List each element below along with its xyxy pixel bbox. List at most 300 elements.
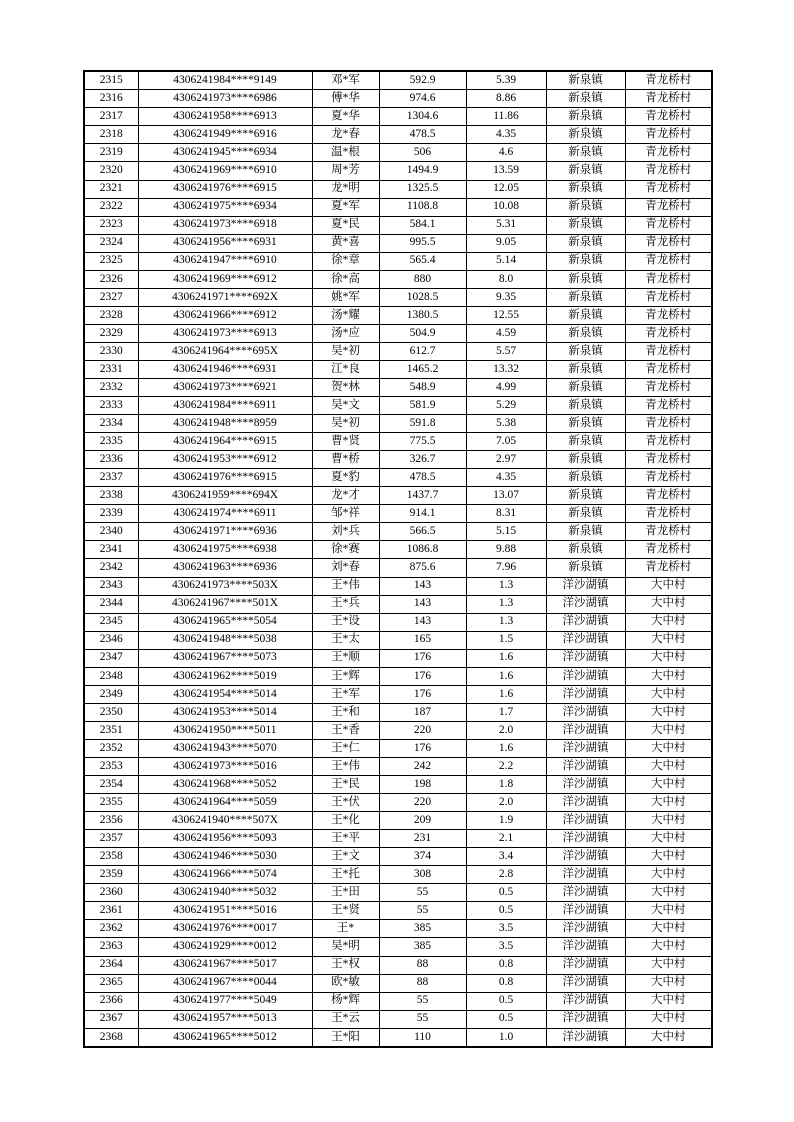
table-row bbox=[84, 90, 712, 108]
town-cell: 洋沙湖镇 bbox=[546, 667, 625, 685]
village-cell: 大中村 bbox=[625, 631, 712, 649]
town-cell: 新泉镇 bbox=[546, 234, 625, 252]
amount-cell: 165 bbox=[379, 631, 466, 649]
town-cell: 洋沙湖镇 bbox=[546, 595, 625, 613]
table-row bbox=[84, 379, 712, 397]
id-number-cell: 4306241946****5030 bbox=[138, 848, 312, 866]
rate-cell: 5.57 bbox=[466, 342, 546, 360]
town-cell: 新泉镇 bbox=[546, 252, 625, 270]
amount-cell: 231 bbox=[379, 830, 466, 848]
town-cell: 洋沙湖镇 bbox=[546, 685, 625, 703]
amount-cell: 374 bbox=[379, 848, 466, 866]
row-number-cell: 2321 bbox=[84, 180, 138, 198]
village-cell: 大中村 bbox=[625, 721, 712, 739]
amount-cell: 875.6 bbox=[379, 559, 466, 577]
row-number-cell: 2347 bbox=[84, 649, 138, 667]
village-cell: 青龙桥村 bbox=[625, 379, 712, 397]
town-cell: 新泉镇 bbox=[546, 415, 625, 433]
row-number-cell: 2339 bbox=[84, 505, 138, 523]
town-cell: 洋沙湖镇 bbox=[546, 794, 625, 812]
row-number-cell: 2367 bbox=[84, 1010, 138, 1028]
town-cell: 洋沙湖镇 bbox=[546, 577, 625, 595]
rate-cell: 1.6 bbox=[466, 685, 546, 703]
id-number-cell: 4306241957****5013 bbox=[138, 1010, 312, 1028]
rate-cell: 2.2 bbox=[466, 758, 546, 776]
name-cell: 刘*春 bbox=[312, 559, 379, 577]
row-number-cell: 2368 bbox=[84, 1028, 138, 1047]
id-number-cell: 4306241975****6934 bbox=[138, 198, 312, 216]
amount-cell: 506 bbox=[379, 144, 466, 162]
rate-cell: 1.6 bbox=[466, 667, 546, 685]
village-cell: 青龙桥村 bbox=[625, 288, 712, 306]
village-cell: 青龙桥村 bbox=[625, 505, 712, 523]
town-cell: 洋沙湖镇 bbox=[546, 830, 625, 848]
row-number-cell: 2325 bbox=[84, 252, 138, 270]
rate-cell: 0.5 bbox=[466, 884, 546, 902]
id-number-cell: 4306241963****6936 bbox=[138, 559, 312, 577]
row-number-cell: 2326 bbox=[84, 270, 138, 288]
table-row bbox=[84, 541, 712, 559]
town-cell: 新泉镇 bbox=[546, 397, 625, 415]
town-cell: 洋沙湖镇 bbox=[546, 956, 625, 974]
table-row bbox=[84, 216, 712, 234]
rate-cell: 1.8 bbox=[466, 776, 546, 794]
id-number-cell: 4306241949****6916 bbox=[138, 126, 312, 144]
village-cell: 青龙桥村 bbox=[625, 433, 712, 451]
town-cell: 洋沙湖镇 bbox=[546, 1028, 625, 1047]
table-row bbox=[84, 685, 712, 703]
name-cell: 徐*高 bbox=[312, 270, 379, 288]
village-cell: 青龙桥村 bbox=[625, 180, 712, 198]
id-number-cell: 4306241984****9149 bbox=[138, 71, 312, 90]
town-cell: 新泉镇 bbox=[546, 559, 625, 577]
amount-cell: 143 bbox=[379, 595, 466, 613]
village-cell: 大中村 bbox=[625, 884, 712, 902]
name-cell: 王*兵 bbox=[312, 595, 379, 613]
amount-cell: 326.7 bbox=[379, 451, 466, 469]
amount-cell: 198 bbox=[379, 776, 466, 794]
row-number-cell: 2333 bbox=[84, 397, 138, 415]
table-row bbox=[84, 667, 712, 685]
rate-cell: 4.35 bbox=[466, 126, 546, 144]
rate-cell: 4.6 bbox=[466, 144, 546, 162]
id-number-cell: 4306241966****6912 bbox=[138, 306, 312, 324]
village-cell: 青龙桥村 bbox=[625, 469, 712, 487]
town-cell: 洋沙湖镇 bbox=[546, 938, 625, 956]
name-cell: 曹*贤 bbox=[312, 433, 379, 451]
village-cell: 青龙桥村 bbox=[625, 324, 712, 342]
amount-cell: 478.5 bbox=[379, 126, 466, 144]
row-number-cell: 2366 bbox=[84, 992, 138, 1010]
rate-cell: 5.38 bbox=[466, 415, 546, 433]
rate-cell: 1.0 bbox=[466, 1028, 546, 1047]
village-cell: 大中村 bbox=[625, 739, 712, 757]
village-cell: 青龙桥村 bbox=[625, 198, 712, 216]
amount-cell: 55 bbox=[379, 884, 466, 902]
rate-cell: 2.8 bbox=[466, 866, 546, 884]
name-cell: 吴*文 bbox=[312, 397, 379, 415]
rate-cell: 3.5 bbox=[466, 920, 546, 938]
records-table bbox=[83, 70, 713, 1048]
town-cell: 洋沙湖镇 bbox=[546, 902, 625, 920]
row-number-cell: 2344 bbox=[84, 595, 138, 613]
row-number-cell: 2350 bbox=[84, 703, 138, 721]
amount-cell: 1437.7 bbox=[379, 487, 466, 505]
name-cell: 王*伟 bbox=[312, 577, 379, 595]
rate-cell: 7.96 bbox=[466, 559, 546, 577]
name-cell: 王*阳 bbox=[312, 1028, 379, 1047]
table-row bbox=[84, 830, 712, 848]
rate-cell: 4.35 bbox=[466, 469, 546, 487]
rate-cell: 1.3 bbox=[466, 595, 546, 613]
row-number-cell: 2316 bbox=[84, 90, 138, 108]
rate-cell: 12.55 bbox=[466, 306, 546, 324]
village-cell: 青龙桥村 bbox=[625, 541, 712, 559]
name-cell: 王*化 bbox=[312, 812, 379, 830]
village-cell: 大中村 bbox=[625, 1010, 712, 1028]
row-number-cell: 2332 bbox=[84, 379, 138, 397]
village-cell: 大中村 bbox=[625, 776, 712, 794]
id-number-cell: 4306241956****6931 bbox=[138, 234, 312, 252]
amount-cell: 1028.5 bbox=[379, 288, 466, 306]
name-cell: 汤*耀 bbox=[312, 306, 379, 324]
village-cell: 大中村 bbox=[625, 685, 712, 703]
name-cell: 王* bbox=[312, 920, 379, 938]
village-cell: 青龙桥村 bbox=[625, 306, 712, 324]
name-cell: 王*设 bbox=[312, 613, 379, 631]
rate-cell: 8.31 bbox=[466, 505, 546, 523]
table-row bbox=[84, 721, 712, 739]
village-cell: 大中村 bbox=[625, 758, 712, 776]
rate-cell: 0.8 bbox=[466, 956, 546, 974]
name-cell: 欧*敏 bbox=[312, 974, 379, 992]
name-cell: 王*顺 bbox=[312, 649, 379, 667]
name-cell: 龙*才 bbox=[312, 487, 379, 505]
amount-cell: 187 bbox=[379, 703, 466, 721]
table-row bbox=[84, 433, 712, 451]
village-cell: 大中村 bbox=[625, 902, 712, 920]
id-number-cell: 4306241953****5014 bbox=[138, 703, 312, 721]
rate-cell: 3.5 bbox=[466, 938, 546, 956]
id-number-cell: 4306241974****6911 bbox=[138, 505, 312, 523]
id-number-cell: 4306241966****5074 bbox=[138, 866, 312, 884]
name-cell: 王*辉 bbox=[312, 667, 379, 685]
rate-cell: 4.59 bbox=[466, 324, 546, 342]
rate-cell: 1.3 bbox=[466, 613, 546, 631]
table-row bbox=[84, 794, 712, 812]
village-cell: 青龙桥村 bbox=[625, 342, 712, 360]
name-cell: 夏*军 bbox=[312, 198, 379, 216]
rate-cell: 2.0 bbox=[466, 794, 546, 812]
id-number-cell: 4306241945****6934 bbox=[138, 144, 312, 162]
town-cell: 洋沙湖镇 bbox=[546, 703, 625, 721]
name-cell: 龙*明 bbox=[312, 180, 379, 198]
rate-cell: 8.86 bbox=[466, 90, 546, 108]
table-row bbox=[84, 776, 712, 794]
name-cell: 夏*华 bbox=[312, 108, 379, 126]
table-row bbox=[84, 631, 712, 649]
row-number-cell: 2336 bbox=[84, 451, 138, 469]
amount-cell: 592.9 bbox=[379, 71, 466, 90]
village-cell: 大中村 bbox=[625, 794, 712, 812]
id-number-cell: 4306241946****6931 bbox=[138, 360, 312, 378]
rate-cell: 13.07 bbox=[466, 487, 546, 505]
id-number-cell: 4306241947****6910 bbox=[138, 252, 312, 270]
village-cell: 青龙桥村 bbox=[625, 108, 712, 126]
village-cell: 青龙桥村 bbox=[625, 252, 712, 270]
amount-cell: 1465.2 bbox=[379, 360, 466, 378]
name-cell: 王*伟 bbox=[312, 758, 379, 776]
id-number-cell: 4306241973****5016 bbox=[138, 758, 312, 776]
table-row bbox=[84, 469, 712, 487]
table-row bbox=[84, 126, 712, 144]
rate-cell: 8.0 bbox=[466, 270, 546, 288]
table-row bbox=[84, 902, 712, 920]
id-number-cell: 4306241954****5014 bbox=[138, 685, 312, 703]
amount-cell: 880 bbox=[379, 270, 466, 288]
village-cell: 青龙桥村 bbox=[625, 415, 712, 433]
town-cell: 新泉镇 bbox=[546, 451, 625, 469]
village-cell: 大中村 bbox=[625, 812, 712, 830]
town-cell: 洋沙湖镇 bbox=[546, 812, 625, 830]
town-cell: 洋沙湖镇 bbox=[546, 739, 625, 757]
table-row bbox=[84, 559, 712, 577]
village-cell: 青龙桥村 bbox=[625, 360, 712, 378]
table-row bbox=[84, 866, 712, 884]
name-cell: 傅*华 bbox=[312, 90, 379, 108]
row-number-cell: 2360 bbox=[84, 884, 138, 902]
amount-cell: 504.9 bbox=[379, 324, 466, 342]
town-cell: 洋沙湖镇 bbox=[546, 992, 625, 1010]
table-row bbox=[84, 577, 712, 595]
amount-cell: 209 bbox=[379, 812, 466, 830]
amount-cell: 88 bbox=[379, 956, 466, 974]
row-number-cell: 2358 bbox=[84, 848, 138, 866]
town-cell: 洋沙湖镇 bbox=[546, 884, 625, 902]
village-cell: 青龙桥村 bbox=[625, 487, 712, 505]
id-number-cell: 4306241929****0012 bbox=[138, 938, 312, 956]
town-cell: 洋沙湖镇 bbox=[546, 866, 625, 884]
row-number-cell: 2364 bbox=[84, 956, 138, 974]
amount-cell: 995.5 bbox=[379, 234, 466, 252]
village-cell: 青龙桥村 bbox=[625, 216, 712, 234]
name-cell: 王*仁 bbox=[312, 739, 379, 757]
town-cell: 新泉镇 bbox=[546, 71, 625, 90]
row-number-cell: 2320 bbox=[84, 162, 138, 180]
row-number-cell: 2353 bbox=[84, 758, 138, 776]
id-number-cell: 4306241953****6912 bbox=[138, 451, 312, 469]
town-cell: 新泉镇 bbox=[546, 433, 625, 451]
name-cell: 王*太 bbox=[312, 631, 379, 649]
table-row bbox=[84, 974, 712, 992]
table-row bbox=[84, 108, 712, 126]
row-number-cell: 2335 bbox=[84, 433, 138, 451]
name-cell: 王*权 bbox=[312, 956, 379, 974]
amount-cell: 220 bbox=[379, 721, 466, 739]
name-cell: 江*良 bbox=[312, 360, 379, 378]
amount-cell: 176 bbox=[379, 649, 466, 667]
name-cell: 曹*桥 bbox=[312, 451, 379, 469]
town-cell: 洋沙湖镇 bbox=[546, 974, 625, 992]
town-cell: 新泉镇 bbox=[546, 360, 625, 378]
rate-cell: 3.4 bbox=[466, 848, 546, 866]
village-cell: 青龙桥村 bbox=[625, 451, 712, 469]
name-cell: 姚*军 bbox=[312, 288, 379, 306]
rate-cell: 1.6 bbox=[466, 649, 546, 667]
name-cell: 夏*民 bbox=[312, 216, 379, 234]
amount-cell: 1108.8 bbox=[379, 198, 466, 216]
table-row bbox=[84, 306, 712, 324]
amount-cell: 55 bbox=[379, 992, 466, 1010]
amount-cell: 110 bbox=[379, 1028, 466, 1047]
id-number-cell: 4306241969****6910 bbox=[138, 162, 312, 180]
id-number-cell: 4306241973****6986 bbox=[138, 90, 312, 108]
amount-cell: 566.5 bbox=[379, 523, 466, 541]
id-number-cell: 4306241965****5012 bbox=[138, 1028, 312, 1047]
table-row bbox=[84, 198, 712, 216]
table-row bbox=[84, 992, 712, 1010]
id-number-cell: 4306241959****694X bbox=[138, 487, 312, 505]
name-cell: 王*民 bbox=[312, 776, 379, 794]
table-row bbox=[84, 162, 712, 180]
name-cell: 吴*初 bbox=[312, 415, 379, 433]
amount-cell: 1325.5 bbox=[379, 180, 466, 198]
table-row bbox=[84, 956, 712, 974]
amount-cell: 176 bbox=[379, 667, 466, 685]
table-row bbox=[84, 397, 712, 415]
village-cell: 青龙桥村 bbox=[625, 126, 712, 144]
row-number-cell: 2322 bbox=[84, 198, 138, 216]
table-row bbox=[84, 739, 712, 757]
row-number-cell: 2327 bbox=[84, 288, 138, 306]
village-cell: 青龙桥村 bbox=[625, 90, 712, 108]
id-number-cell: 4306241956****5093 bbox=[138, 830, 312, 848]
name-cell: 汤*应 bbox=[312, 324, 379, 342]
rate-cell: 2.0 bbox=[466, 721, 546, 739]
amount-cell: 220 bbox=[379, 794, 466, 812]
id-number-cell: 4306241967****5017 bbox=[138, 956, 312, 974]
row-number-cell: 2341 bbox=[84, 541, 138, 559]
amount-cell: 974.6 bbox=[379, 90, 466, 108]
village-cell: 大中村 bbox=[625, 649, 712, 667]
village-cell: 大中村 bbox=[625, 848, 712, 866]
town-cell: 新泉镇 bbox=[546, 342, 625, 360]
name-cell: 夏*豹 bbox=[312, 469, 379, 487]
table-row bbox=[84, 523, 712, 541]
amount-cell: 143 bbox=[379, 613, 466, 631]
table-row bbox=[84, 234, 712, 252]
table-row bbox=[84, 360, 712, 378]
id-number-cell: 4306241984****6911 bbox=[138, 397, 312, 415]
id-number-cell: 4306241975****6938 bbox=[138, 541, 312, 559]
name-cell: 王*香 bbox=[312, 721, 379, 739]
id-number-cell: 4306241971****6936 bbox=[138, 523, 312, 541]
row-number-cell: 2356 bbox=[84, 812, 138, 830]
town-cell: 洋沙湖镇 bbox=[546, 776, 625, 794]
rate-cell: 0.8 bbox=[466, 974, 546, 992]
village-cell: 大中村 bbox=[625, 1028, 712, 1047]
village-cell: 青龙桥村 bbox=[625, 71, 712, 90]
amount-cell: 581.9 bbox=[379, 397, 466, 415]
village-cell: 大中村 bbox=[625, 595, 712, 613]
rate-cell: 5.15 bbox=[466, 523, 546, 541]
amount-cell: 88 bbox=[379, 974, 466, 992]
id-number-cell: 4306241969****6912 bbox=[138, 270, 312, 288]
name-cell: 徐*赛 bbox=[312, 541, 379, 559]
table-row bbox=[84, 288, 712, 306]
row-number-cell: 2345 bbox=[84, 613, 138, 631]
amount-cell: 1304.6 bbox=[379, 108, 466, 126]
id-number-cell: 4306241968****5052 bbox=[138, 776, 312, 794]
table-row bbox=[84, 342, 712, 360]
village-cell: 大中村 bbox=[625, 920, 712, 938]
town-cell: 洋沙湖镇 bbox=[546, 631, 625, 649]
rate-cell: 0.5 bbox=[466, 902, 546, 920]
village-cell: 青龙桥村 bbox=[625, 523, 712, 541]
name-cell: 贺*林 bbox=[312, 379, 379, 397]
row-number-cell: 2328 bbox=[84, 306, 138, 324]
amount-cell: 385 bbox=[379, 938, 466, 956]
rate-cell: 10.08 bbox=[466, 198, 546, 216]
rate-cell: 5.29 bbox=[466, 397, 546, 415]
town-cell: 新泉镇 bbox=[546, 198, 625, 216]
town-cell: 新泉镇 bbox=[546, 108, 625, 126]
rate-cell: 11.86 bbox=[466, 108, 546, 126]
row-number-cell: 2317 bbox=[84, 108, 138, 126]
id-number-cell: 4306241967****501X bbox=[138, 595, 312, 613]
table-row bbox=[84, 71, 712, 90]
village-cell: 青龙桥村 bbox=[625, 162, 712, 180]
row-number-cell: 2346 bbox=[84, 631, 138, 649]
id-number-cell: 4306241964****6915 bbox=[138, 433, 312, 451]
town-cell: 新泉镇 bbox=[546, 144, 625, 162]
town-cell: 洋沙湖镇 bbox=[546, 649, 625, 667]
town-cell: 新泉镇 bbox=[546, 505, 625, 523]
rate-cell: 2.97 bbox=[466, 451, 546, 469]
id-number-cell: 4306241967****0044 bbox=[138, 974, 312, 992]
id-number-cell: 4306241940****5032 bbox=[138, 884, 312, 902]
rate-cell: 1.9 bbox=[466, 812, 546, 830]
id-number-cell: 4306241976****6915 bbox=[138, 180, 312, 198]
row-number-cell: 2331 bbox=[84, 360, 138, 378]
rate-cell: 0.5 bbox=[466, 1010, 546, 1028]
row-number-cell: 2337 bbox=[84, 469, 138, 487]
rate-cell: 13.59 bbox=[466, 162, 546, 180]
id-number-cell: 4306241964****5059 bbox=[138, 794, 312, 812]
row-number-cell: 2330 bbox=[84, 342, 138, 360]
town-cell: 新泉镇 bbox=[546, 162, 625, 180]
town-cell: 新泉镇 bbox=[546, 487, 625, 505]
table-row bbox=[84, 595, 712, 613]
id-number-cell: 4306241973****6918 bbox=[138, 216, 312, 234]
rate-cell: 1.6 bbox=[466, 739, 546, 757]
rate-cell: 1.7 bbox=[466, 703, 546, 721]
table-row bbox=[84, 938, 712, 956]
name-cell: 王*田 bbox=[312, 884, 379, 902]
town-cell: 洋沙湖镇 bbox=[546, 848, 625, 866]
table-row bbox=[84, 180, 712, 198]
name-cell: 王*托 bbox=[312, 866, 379, 884]
row-number-cell: 2338 bbox=[84, 487, 138, 505]
amount-cell: 308 bbox=[379, 866, 466, 884]
amount-cell: 548.9 bbox=[379, 379, 466, 397]
row-number-cell: 2357 bbox=[84, 830, 138, 848]
village-cell: 青龙桥村 bbox=[625, 144, 712, 162]
town-cell: 新泉镇 bbox=[546, 324, 625, 342]
rate-cell: 5.31 bbox=[466, 216, 546, 234]
name-cell: 邓*军 bbox=[312, 71, 379, 90]
village-cell: 青龙桥村 bbox=[625, 234, 712, 252]
